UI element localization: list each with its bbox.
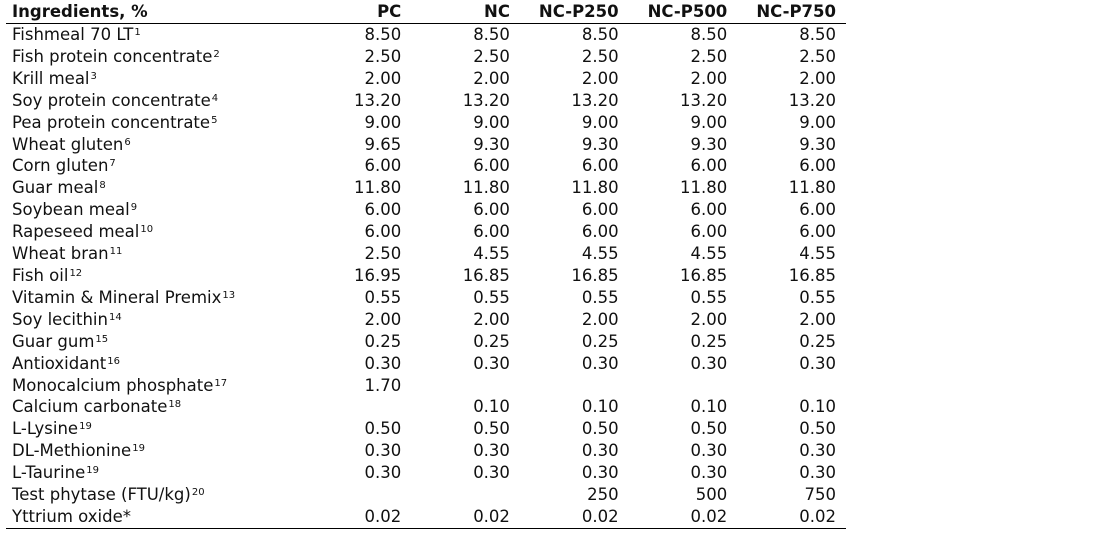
header-nc-p500: NC-P500	[629, 0, 738, 24]
value-cell: 0.55	[473, 287, 510, 307]
ingredient-name-cell	[6, 24, 303, 46]
value-cell: 0.30	[799, 353, 836, 373]
ingredient-name-cell	[6, 68, 303, 90]
value-cell: 8.50	[799, 25, 836, 44]
value-cell: 0.30	[473, 463, 510, 483]
table-row	[6, 440, 846, 462]
header-nc: NC	[411, 0, 520, 24]
value-cell: 16.85	[571, 265, 619, 285]
value-cell: 2.50	[364, 244, 402, 264]
ingredient-name: Soybean meal	[12, 200, 130, 220]
header-row	[6, 0, 846, 24]
value-cell: 0.25	[799, 331, 836, 351]
ingredient-name: Soy lecithin	[12, 309, 108, 329]
table-row	[6, 199, 846, 221]
value-cell: 2.50	[690, 46, 728, 66]
footnote-marker: 1	[134, 27, 141, 38]
footnote-marker: 19	[79, 421, 92, 433]
table-row	[6, 221, 846, 243]
ingredient-name: L-Taurine	[12, 463, 86, 483]
table-row	[6, 484, 846, 506]
value-cell: 2.00	[581, 309, 619, 329]
value-cell: 6.00	[690, 200, 728, 220]
footnote-marker: 19	[132, 443, 145, 455]
table-row	[6, 353, 846, 375]
footnote-marker: 5	[211, 114, 218, 126]
value-cell: 0.02	[411, 506, 520, 528]
ingredient-name: Calcium carbonate	[12, 397, 168, 417]
footnote-marker: 3	[90, 70, 97, 82]
table-row	[6, 134, 846, 156]
ingredient-name: Monocalcium phosphate	[12, 375, 214, 395]
footnote-marker: 6	[124, 136, 131, 148]
value-cell	[737, 375, 846, 397]
ingredient-name-cell	[6, 46, 303, 68]
value-cell: 2.50	[799, 46, 836, 66]
value-cell: 0.30	[581, 463, 619, 483]
value-cell: 16.85	[680, 265, 728, 285]
value-cell: 11.80	[788, 178, 836, 198]
footnote-marker: 8	[99, 180, 106, 192]
ingredient-name-cell	[6, 287, 303, 309]
value-cell: 2.00	[473, 309, 510, 329]
ingredient-name-cell	[6, 484, 303, 506]
value-cell: 13.20	[680, 90, 728, 110]
header-pc: PC	[303, 0, 412, 24]
value-cell: 6.00	[799, 156, 836, 176]
table-row	[6, 265, 846, 287]
value-cell: 0.55	[581, 287, 619, 307]
ingredient-name: Yttrium oxide*	[12, 506, 131, 526]
ingredient-name: Vitamin & Mineral Premix	[12, 287, 222, 307]
value-cell: 16.85	[788, 265, 836, 285]
value-cell: 0.30	[364, 353, 402, 373]
table-row	[6, 155, 846, 177]
value-cell: 6.00	[473, 222, 510, 242]
ingredient-name: Krill meal	[12, 68, 90, 88]
value-cell: 2.00	[473, 68, 510, 88]
footnote-marker: 11	[109, 246, 123, 258]
ingredient-name: Soy protein concentrate	[12, 90, 211, 110]
value-cell: 8.50	[690, 25, 728, 44]
table-row	[6, 46, 846, 68]
value-cell: 13.20	[571, 90, 619, 110]
value-cell: 0.50	[690, 419, 728, 439]
value-cell: 0.30	[690, 463, 728, 483]
value-cell: 500	[695, 485, 728, 505]
ingredient-name: Fish oil	[12, 265, 69, 285]
value-cell: 0.02	[737, 506, 846, 528]
footnote-marker: 16	[107, 355, 120, 367]
value-cell: 8.50	[364, 25, 402, 44]
header-nc-p250: NC-P250	[520, 0, 629, 24]
value-cell: 6.00	[364, 222, 402, 242]
value-cell: 13.20	[788, 90, 836, 110]
value-cell: 9.30	[690, 134, 728, 154]
footnote-marker: 4	[211, 92, 219, 104]
value-cell: 6.00	[581, 156, 619, 176]
value-cell: 2.50	[364, 46, 402, 66]
value-cell: 0.02	[629, 506, 738, 528]
ingredient-name-cell	[6, 353, 303, 375]
value-cell: 13.20	[354, 90, 402, 110]
footnote-marker: 17	[214, 377, 228, 389]
ingredient-name-cell	[6, 418, 303, 440]
table-row	[6, 309, 846, 331]
value-cell: 9.00	[690, 112, 728, 132]
table-row	[6, 462, 846, 484]
value-cell: 4.55	[799, 244, 836, 264]
ingredient-name: Antioxidant	[12, 353, 107, 373]
value-cell: 11.80	[354, 178, 402, 198]
value-cell	[303, 396, 412, 418]
table-row	[6, 243, 846, 265]
value-cell: 6.00	[364, 200, 402, 220]
value-cell: 11.80	[680, 178, 728, 198]
ingredient-name-cell	[6, 243, 303, 265]
ingredient-name-cell	[6, 199, 303, 221]
value-cell: 0.10	[799, 397, 836, 417]
ingredient-name: Guar meal	[12, 178, 99, 198]
footnote-marker: 2	[213, 48, 220, 60]
value-cell: 0.50	[799, 419, 836, 439]
value-cell: 0.50	[581, 419, 619, 439]
ingredient-name-cell	[6, 396, 303, 418]
table-row	[6, 112, 846, 134]
ingredient-name-cell	[6, 90, 303, 112]
ingredient-name-cell	[6, 112, 303, 134]
footnote-marker: 13	[222, 289, 236, 301]
value-cell: 0.55	[364, 287, 402, 307]
value-cell: 2.50	[581, 46, 619, 66]
value-cell: 0.55	[690, 287, 728, 307]
value-cell: 6.00	[581, 200, 619, 220]
value-cell: 0.30	[799, 441, 836, 461]
value-cell: 8.50	[581, 25, 619, 44]
value-cell: 0.10	[690, 397, 728, 417]
value-cell: 2.50	[473, 46, 510, 66]
value-cell: 9.30	[799, 134, 836, 154]
value-cell	[629, 375, 738, 397]
value-cell: 11.80	[462, 178, 510, 198]
value-cell: 2.00	[364, 309, 402, 329]
value-cell	[411, 375, 520, 397]
value-cell: 0.30	[690, 441, 728, 461]
footnote-marker: 18	[168, 399, 182, 411]
table-row	[6, 90, 846, 112]
table-header	[6, 0, 846, 24]
value-cell: 11.80	[571, 178, 619, 198]
value-cell: 6.00	[799, 222, 836, 242]
value-cell: 9.00	[473, 112, 510, 132]
table-row	[6, 375, 846, 397]
ingredient-name: Wheat gluten	[12, 134, 124, 154]
ingredient-name-cell	[6, 506, 303, 528]
value-cell: 4.55	[690, 244, 728, 264]
value-cell: 0.10	[581, 397, 619, 417]
value-cell: 0.25	[364, 331, 402, 351]
value-cell: 0.30	[799, 463, 836, 483]
value-cell: 6.00	[690, 222, 728, 242]
ingredient-name: Fish protein concentrate	[12, 46, 213, 66]
ingredient-name: Corn gluten	[12, 156, 109, 176]
ingredient-name-cell	[6, 462, 303, 484]
footnote-marker: 10	[140, 224, 154, 236]
value-cell: 0.30	[690, 353, 728, 373]
ingredient-name-cell	[6, 331, 303, 353]
value-cell: 0.50	[364, 419, 402, 439]
value-cell: 2.00	[799, 309, 836, 329]
value-cell	[411, 484, 520, 506]
value-cell: 0.30	[364, 441, 402, 461]
value-cell: 0.30	[581, 441, 619, 461]
value-cell	[303, 484, 412, 506]
value-cell: 8.50	[473, 25, 510, 44]
value-cell: 0.02	[520, 506, 629, 528]
ingredient-name: Fishmeal 70 LT	[12, 25, 134, 44]
value-cell: 0.50	[473, 419, 510, 439]
header-ingredients: Ingredients, %	[6, 0, 303, 24]
ingredients-table	[6, 0, 846, 529]
ingredient-name-cell	[6, 440, 303, 462]
value-cell: 6.00	[473, 156, 510, 176]
value-cell: 16.85	[462, 265, 510, 285]
ingredient-name: DL-Methionine	[12, 441, 132, 461]
table-body	[6, 24, 846, 529]
footnote-marker: 7	[109, 158, 116, 170]
table-row	[6, 506, 846, 528]
ingredient-name-cell	[6, 155, 303, 177]
value-cell: 2.00	[690, 309, 728, 329]
value-cell: 4.55	[473, 244, 510, 264]
value-cell: 0.25	[690, 331, 728, 351]
value-cell: 9.30	[581, 134, 619, 154]
footnote-marker: 19	[86, 465, 99, 477]
value-cell: 13.20	[462, 90, 510, 110]
table-row	[6, 331, 846, 353]
value-cell: 6.00	[690, 156, 728, 176]
footnote-marker: 20	[191, 487, 205, 499]
value-cell: 2.00	[799, 68, 836, 88]
footnote-marker: 9	[130, 202, 138, 214]
value-cell: 6.00	[473, 200, 510, 220]
table-row	[6, 68, 846, 90]
value-cell: 1.70	[364, 375, 402, 395]
value-cell: 0.30	[581, 353, 619, 373]
table-row	[6, 396, 846, 418]
table-row	[6, 418, 846, 440]
ingredient-name-cell	[6, 177, 303, 199]
footnote-marker: 12	[69, 267, 83, 279]
value-cell: 750	[804, 485, 836, 505]
value-cell: 4.55	[581, 244, 619, 264]
header-nc-p750: NC-P750	[737, 0, 846, 24]
value-cell: 16.95	[354, 265, 402, 285]
value-cell: 9.00	[799, 112, 836, 132]
value-cell	[520, 375, 629, 397]
value-cell: 6.00	[364, 156, 402, 176]
value-cell: 0.30	[473, 353, 510, 373]
ingredient-name-cell	[6, 221, 303, 243]
footnote-marker: 14	[108, 311, 122, 323]
value-cell: 2.00	[581, 68, 619, 88]
value-cell: 9.65	[364, 134, 402, 154]
ingredient-name-cell	[6, 375, 303, 397]
ingredient-name-cell	[6, 265, 303, 287]
ingredient-name-cell	[6, 309, 303, 331]
value-cell: 6.00	[581, 222, 619, 242]
value-cell: 0.30	[473, 441, 510, 461]
value-cell: 2.00	[364, 68, 402, 88]
value-cell: 0.25	[581, 331, 619, 351]
table-row	[6, 287, 846, 309]
ingredient-name-cell	[6, 134, 303, 156]
ingredient-name: Rapeseed meal	[12, 222, 140, 242]
value-cell: 0.30	[364, 463, 402, 483]
value-cell: 250	[587, 485, 619, 505]
footnote-marker: 15	[95, 333, 109, 345]
ingredient-name: Guar gum	[12, 331, 95, 351]
ingredient-name: Wheat bran	[12, 244, 109, 264]
ingredient-name: Test phytase (FTU/kg)	[12, 485, 191, 505]
value-cell: 6.00	[799, 200, 836, 220]
value-cell: 0.10	[473, 397, 510, 417]
table-row	[6, 177, 846, 199]
value-cell: 0.25	[473, 331, 510, 351]
value-cell: 9.30	[473, 134, 510, 154]
table-row	[6, 24, 846, 46]
value-cell: 9.00	[581, 112, 619, 132]
value-cell: 0.55	[799, 287, 836, 307]
ingredient-name: L-Lysine	[12, 419, 79, 439]
ingredient-name: Pea protein concentrate	[12, 112, 211, 132]
value-cell: 0.02	[303, 506, 412, 528]
value-cell: 9.00	[364, 112, 402, 132]
value-cell: 2.00	[690, 68, 728, 88]
